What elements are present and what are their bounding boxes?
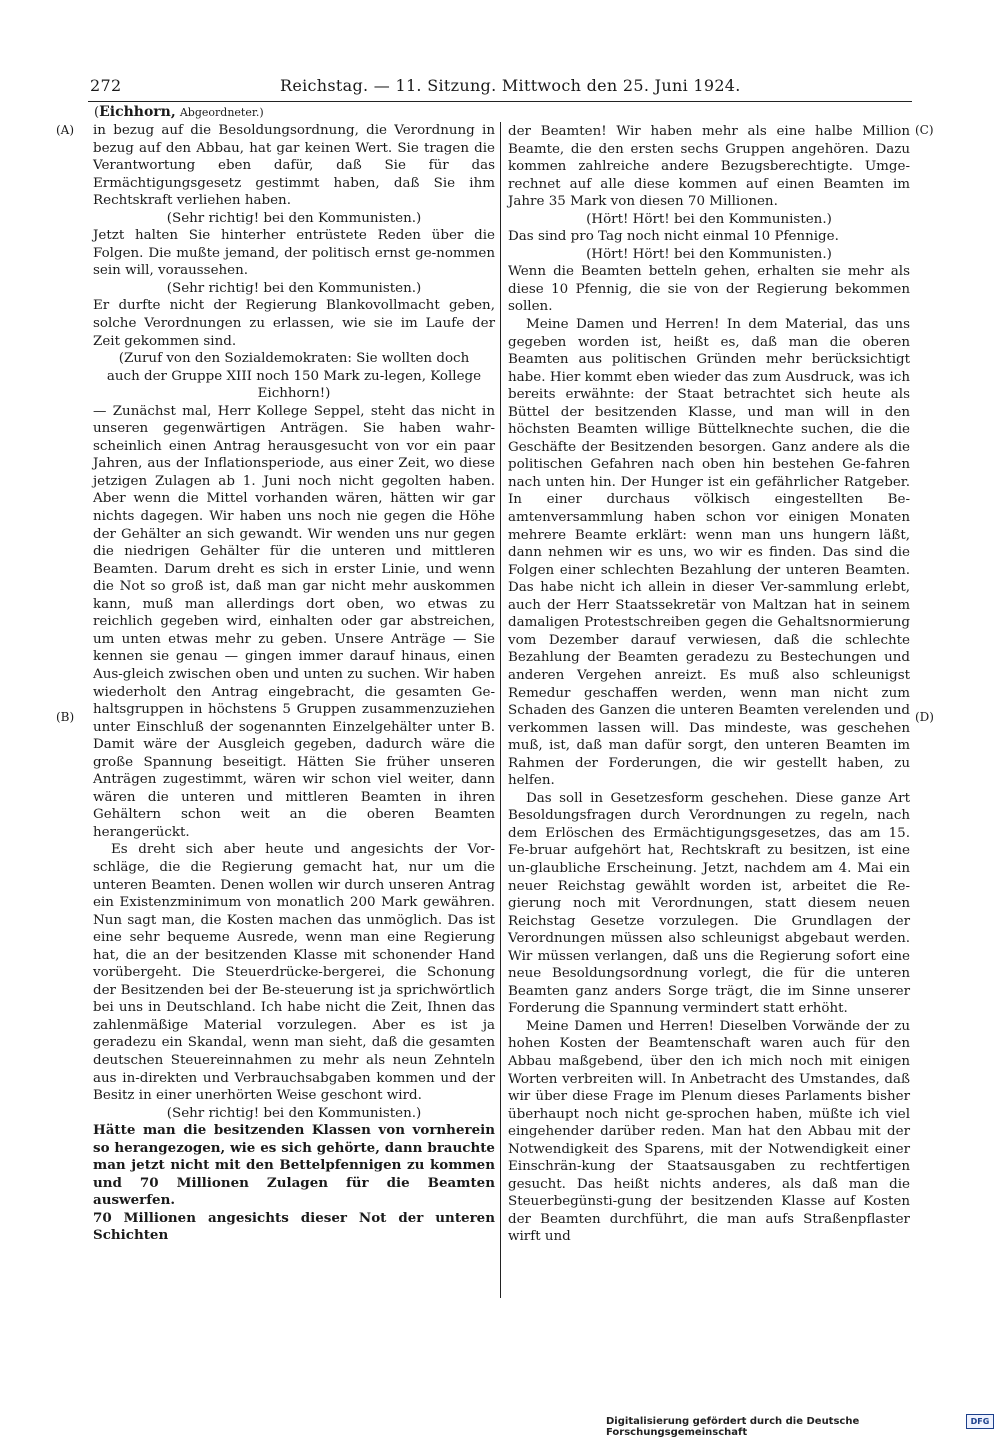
interjection: (Hört! Hört! bei den Kommunisten.) xyxy=(586,246,832,262)
header-rule xyxy=(88,101,912,102)
speaker-role: Abgeordneter.) xyxy=(179,106,264,119)
dfg-logo: DFG xyxy=(966,1414,994,1429)
column-divider xyxy=(500,122,501,1298)
page-number: 272 xyxy=(90,76,122,95)
paragraph: in bezug auf die Besoldungsordnung, die Verordnung in bezug auf den Abbau, hat gar keinen Wert. Sie tragen die Verantwortung eben dafür, daß Sie für das Ermächtigungsgesetz gestimmt haben, daß Sie ihm Rechtskraft verliehen haben. xyxy=(93,123,495,209)
speaker-name: Eichhorn, xyxy=(99,104,176,120)
paragraph: Hätte man die besitzenden Klassen von vornherein so herangezogen, wie es sich gehörte, dann brauchte man jetzt nicht mit den Bettelpfennigen zu kommen und 70 Millionen Zulagen für die Beamten auswerfen. xyxy=(93,1122,495,1209)
page-header xyxy=(90,76,910,100)
left-column xyxy=(93,122,495,1245)
digitization-credit: Digitalisierung gefördert durch die Deutsche Forschungsgemeinschaft xyxy=(606,1416,860,1438)
paragraph: Wenn die Beamten betteln gehen, erhalten sie mehr als diese 10 Pfennig, die sie von der Regierung bekommen sollen. xyxy=(508,264,910,315)
margin-mark-d: (D) xyxy=(915,710,934,724)
margin-mark-a: (A) xyxy=(56,123,75,137)
right-column xyxy=(508,123,910,1246)
margin-mark-c: (C) xyxy=(915,123,934,137)
paragraph: — Zunächst mal, Herr Kollege Seppel, steht das nicht in unseren gegenwärtigen Anträgen. Sie haben wahr-scheinlich einen Antrag herausgesucht von vor ein paar Jahren, aus der Inflationsperiode, aus einer Zeit, wo diese jetzigen Zulagen ab 1. Juni noch nicht gegolten haben. Aber wenn die Mittel vorhanden wären, hätten wir gar nichts dagegen. Wir haben uns noch nie gegen die Höhe der Gehälter an sich gewandt. Wir wenden uns nur gegen die niedrigen Gehälter für die unteren und mittleren Beamten. Darum dreht es sich in erster Linie, und wenn die Not so groß ist, daß man gar nicht mehr auskommen kann, muß man allerdings dort oben, wo etwas zu reichlich gegeben wird, einhalten oder gar abstreichen, um unten etwas mehr zu geben. Unsere Anträge — Sie kennen sie genau — gingen immer darauf hinaus, einen Aus-gleich zwischen oben und unten zu suchen. Wir haben wiederholt den Antrag eingebracht, die gesamten Ge-haltsgruppen in höchstens 5 Gruppen zusammenzuziehen unter Einschluß der sogenannten Einzelgehälter unter B. Damit wäre der Ausgleich gegeben, dadurch wäre die große Spannung beseitigt. Hätten Sie früher unseren Anträgen zugestimmt, wären wir schon viel weiter, dann wären die unteren und mittleren Beamten in ihren Gehältern schon weit an die oberen Beamten herangerückt. xyxy=(93,403,495,840)
speaker-open-paren: ( xyxy=(94,105,100,120)
paragraph: Es dreht sich aber heute und angesichts der Vor-schläge, die die Regierung gemacht hat, nur um die unteren Beamten. Denen wollen wir durch unseren Antrag ein Existenzminimum von monatlich 200 Mark gewähren. Nun sagt man, die Kosten machen das unmöglich. Das ist eine sehr bequeme Ausrede, wenn man eine Regierung hat, die an der besitzenden Klasse mit schonender Hand vorübergeht. Die Steuerdrücke-bergerei, die Schonung der Besitzenden bei der Be-steuerung ist ja sprichwörtlich bei uns in Deutschland. Ich habe nicht die Zeit, Ihnen das zahlenmäßige Material vorzulegen. Aber es ist ja geradezu ein Skandal, wenn man sieht, daß die gesamten deutschen Steuereinnahmen zu mehr als neun Zehnteln aus in-direkten und Verbrauchsabgaben kommen und der Besitz in einer unerhörten Weise geschont wird. xyxy=(93,842,495,1104)
paragraph: Das soll in Gesetzesform geschehen. Diese ganze Art Besoldungsfragen durch Verordnungen zu regeln, nach dem Erlöschen des Ermächtigungsgesetzes, das am 15. Fe-bruar aufgehört hat, Rechtskraft zu besitzen, ist eine un-glaubliche Erscheinung. Jetzt, nachdem am 4. Mai ein neuer Reichstag gewählt worden ist, arbeitet die Re-gierung noch mit Verordnungen, statt diesem neuen Reichstag Gesetze vorzulegen. Die Grundlagen der Verordnungen müssen also schleunigst abgebaut werden. Wir müssen verlangen, daß uns die Regierung sofort eine neue Besoldungsordnung vorlegt, die für die unteren Beamten ganz anders Sorge trägt, die im Sinne unserer Forderung die Spannung vermindert statt erhöht. xyxy=(508,790,910,1017)
interjection: (Sehr richtig! bei den Kommunisten.) xyxy=(166,210,422,226)
paragraph: Meine Damen und Herren! Dieselben Vorwände der zu hohen Kosten der Beamtenschaft waren auch für den Abbau maßgebend, über den ich mich noch mit einigen Worten verbreiten will. In Anbetracht des Umstandes, daß wir über diese Frage im Plenum dieses Parlaments bisher überhaupt noch nicht ge-sprochen haben, müßte ich viel eingehender darüber reden. Man hat den Abbau mit der Notwendigkeit des Sparens, mit der Notwendigkeit einer Einschrän-kung der Staatsausgaben zu rechtfertigen gesucht. Das heißt nichts anderes, als daß man die Steuerbegünsti-gung der besitzenden Klasse auf Kosten der Beamten durchführt, die man aufs Straßenpflaster wirft und xyxy=(508,1018,910,1245)
paragraph: Meine Damen und Herren! In dem Material, das uns gegeben worden ist, heißt es, daß man die oberen Beamten aus politischen Gründen mehr berücksichtigt habe. Hier kommt eben wieder das zum Ausdruck, was ich bereits erwähnte: der Staat betrachtet sich heute als Büttel der besitzenden Klasse, und man will in den höchsten Beamten willige Büttelknechte suchen, die die Geschäfte der Besitzenden besorgen. Ganz andere als die politischen Gefahren nach oben hin bestehen Ge-fahren nach unten hin. Der Hunger ist ein gefährlicher Ratgeber. In einer durchaus völkisch eingestellten Be-amtenversammlung haben schon vor einigen Monaten mehrere Beamte erklärt: wenn man uns hungern läßt, dann nehmen wir es uns, wo wir es finden. Das sind die Folgen einer schlechten Bezahlung der unteren Beamten. Das habe nicht ich allein in dieser Ver-sammlung erlebt, auch der Herr Staatssekretär von Maltzan hat in seinem damaligen Protestschreiben gegen die Gehaltsnormierung vom Dezember darauf verwiesen, daß die schlechte Bezahlung der Beamten geradezu zu Bestechungen und anderen Vergehen anreizt. Es muß also schleunigst Remedur geschaffen werden, wenn man nicht zum Schaden des Ganzen die unteren Beamten verelenden und verkommen lassen will. Das mindeste, was geschehen muß, ist, daß man dafür sorgt, den unteren Beamten im Rahmen der Forderungen, die wir gestellt haben, zu helfen. xyxy=(508,317,910,789)
margin-mark-b: (B) xyxy=(56,710,75,724)
interjection: (Hört! Hört! bei den Kommunisten.) xyxy=(586,211,832,227)
paragraph: Das sind pro Tag noch nicht einmal 10 Pfennige. xyxy=(508,229,839,245)
paragraph: Er durfte nicht der Regierung Blankovollmacht geben, solche Verordnungen zu erlassen, wie sie im Laufe der Zeit gekommen sind. xyxy=(93,298,495,349)
paragraph: Jetzt halten Sie hinterher entrüstete Reden über die Folgen. Die mußte jemand, der politisch ernst ge-nommen sein will, voraussehen. xyxy=(93,228,495,279)
interjection: (Sehr richtig! bei den Kommunisten.) xyxy=(166,1105,422,1121)
paragraph: der Beamten! Wir haben mehr als eine halbe Million Beamte, die den ersten sechs Gruppen angehören. Dazu kommen zahlreiche andere Bezugsberechtigte. Umge-rechnet auf alle diese kommen auf einen Beamten im Jahre 35 Mark von diesen 70 Millionen. xyxy=(508,124,910,210)
interjection: (Zuruf von den Sozialdemokraten: Sie wollten doch auch der Gruppe XIII noch 150 Mark zu-legen, Kollege Eichhorn!) xyxy=(106,351,482,402)
running-title: Reichstag. — 11. Sitzung. Mittwoch den 25. Juni 1924. xyxy=(280,76,741,95)
interjection: (Sehr richtig! bei den Kommunisten.) xyxy=(166,280,422,296)
speaker-line xyxy=(94,104,264,120)
paragraph: 70 Millionen angesichts dieser Not der unteren Schichten xyxy=(93,1209,495,1244)
